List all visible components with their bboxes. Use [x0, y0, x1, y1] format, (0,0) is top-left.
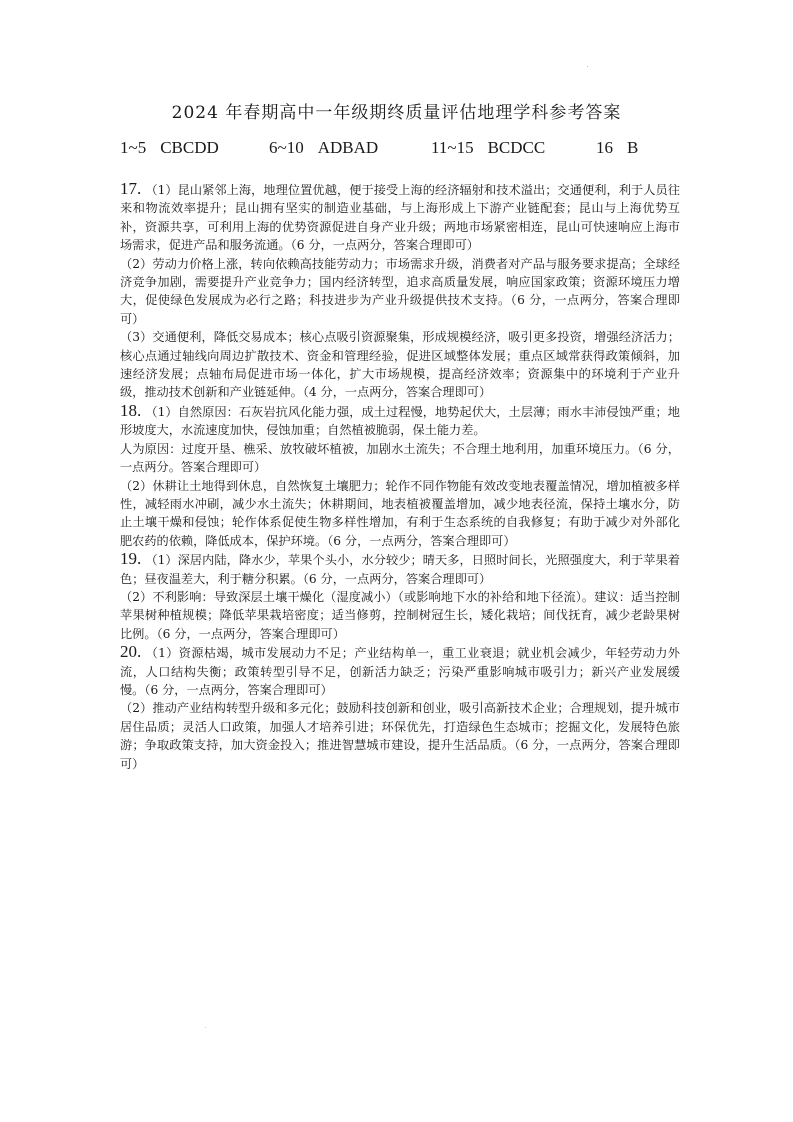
- answer-text: （1）深居内陆，降水少，苹果个头小，水分较少；晴天多，日照时间长，光照强度大，利于苹果着色；昼夜温差大，利于糖分积累。（6 分，一点两分，答案合理即可）: [120, 553, 680, 586]
- answer-paragraph: [120, 550, 680, 588]
- choice-answers: B: [627, 138, 639, 157]
- choice-group: [120, 138, 219, 158]
- question-18: [120, 402, 680, 550]
- choice-answers: BCDCC: [487, 138, 546, 157]
- answer-paragraph: （2）不利影响：导致深层土壤干燥化（湿度减小）（或影响地下水的补给和地下径流）。建议：适当控制苹果树种植规模；降低苹果栽培密度；适当修剪，控制树冠生长，矮化栽培；间伐抚育，减少老龄果树比例。（6 分，一点两分，答案合理即可）: [120, 589, 680, 641]
- choice-range: 11~15: [431, 138, 474, 157]
- answer-paragraph: [120, 180, 680, 255]
- question-19: [120, 550, 680, 643]
- answer-text: （1）资源枯竭，城市发展动力不足；产业结构单一，重工业衰退；就业机会减少，年轻劳动力外流，人口结构失衡；政策转型引导不足，创新活力缺乏；污染严重影响城市吸引力；新兴产业发展缓慢。（6 分，一点两分，答案合理即可）: [120, 646, 680, 697]
- answer-paragraph: [120, 402, 680, 440]
- scan-speck: [205, 1027, 206, 1028]
- answer-text: （1）昆山紧邻上海，地理位置优越，便于接受上海的经济辐射和技术溢出；交通便利，利于人员往来和物流效率提升；昆山拥有坚实的制造业基础，与上海形成上下游产业链配套；昆山与上海优势互补，资源共享，可利用上海的优势资源促进自身产业升级；两地市场紧密相连，昆山可快速响应上海市场需求，促进产品和服务流通。（6 分，一点两分，答案合理即可）: [120, 183, 680, 253]
- answer-paragraph: [120, 643, 680, 699]
- question-number: 17.: [120, 179, 142, 198]
- answer-paragraph: （3）交通便利，降低交易成本；核心点吸引资源聚集，形成规模经济，吸引更多投资，增强经济活力；核心点通过轴线向周边扩散技术、资金和管理经验，促进区域整体发展；重点区域常获得政策倾斜，加速经济发展；点轴布局促进市场一体化，扩大市场规模，提高经济效率；资源集中的环境利于产业升级，推动技术创新和产业链延伸。（4 分，一点两分，答案合理即可）: [120, 330, 680, 400]
- question-number: 20.: [120, 642, 142, 662]
- page-title: 2024 年春期高中一年级期终质量评估地理学科参考答案: [171, 103, 622, 123]
- answer-paragraph: （2）劳动力价格上涨，转向依赖高技能劳动力；市场需求升级，消费者对产品与服务要求提高；全球经济竞争加剧，需要提升产业竞争力；国内经济转型，追求高质量发展，响应国家政策；资源环境压力增大，促使绿色发展成为必行之路；科技进步为产业升级提供技术支持。（6 分，一点两分，答案合理即可）: [120, 256, 680, 326]
- essay-answers: [120, 180, 680, 773]
- question-20: [120, 643, 680, 773]
- choice-range: 6~10: [269, 138, 304, 157]
- question-17: [120, 180, 680, 402]
- choice-group: [269, 138, 378, 158]
- choice-group: [431, 138, 545, 158]
- answer-paragraph: 人为原因：过度开垦、樵采、放牧破坏植被，加剧水土流失；不合理土地利用，加重环境压力。（6 分，一点两分。答案合理即可）: [120, 441, 680, 475]
- choice-answers: ADBAD: [317, 138, 379, 157]
- answer-paragraph: （2）休耕让土地得到休息，自然恢复土壤肥力；轮作不同作物能有效改变地表覆盖情况，增加植被多样性，减轻雨水冲刷，减少水土流失；休耕期间，地表植被覆盖增加，减少地表径流，保持土壤水分，防止土壤干燥和侵蚀；轮作体系促使生物多样性增加，有利于生态系统的自我修复；有助于减少对外部化肥农药的依赖，降低成本，保护环境。（6 分，一点两分，答案合理即可）: [120, 478, 680, 548]
- choice-answers: CBCDD: [160, 138, 219, 157]
- scan-speck: [587, 66, 588, 67]
- answer-paragraph: （2）推动产业结构转型升级和多元化；鼓励科技创新和创业，吸引高新技术企业；合理规划，提升城市居住品质；灵活人口政策，加强人才培养引进；环保优先，打造绿色生态城市；挖掘文化，发展特色旅游；争取政策支持，加大资金投入；推进智慧城市建设，提升生活品质。（6 分，一点两分，答案合理即可）: [120, 701, 680, 771]
- question-number: 19.: [120, 549, 142, 569]
- choice-range: 16: [596, 138, 613, 157]
- choice-range: 1~5: [120, 138, 147, 157]
- answer-text: （1）自然原因：石灰岩抗风化能力强，成土过程慢，地势起伏大，土层薄；雨水丰沛侵蚀严重；地形坡度大，水流速度加快，侵蚀加重；自然植被脆弱，保土能力差。: [120, 404, 680, 438]
- question-number: 18.: [120, 400, 142, 420]
- choice-group: [596, 138, 638, 158]
